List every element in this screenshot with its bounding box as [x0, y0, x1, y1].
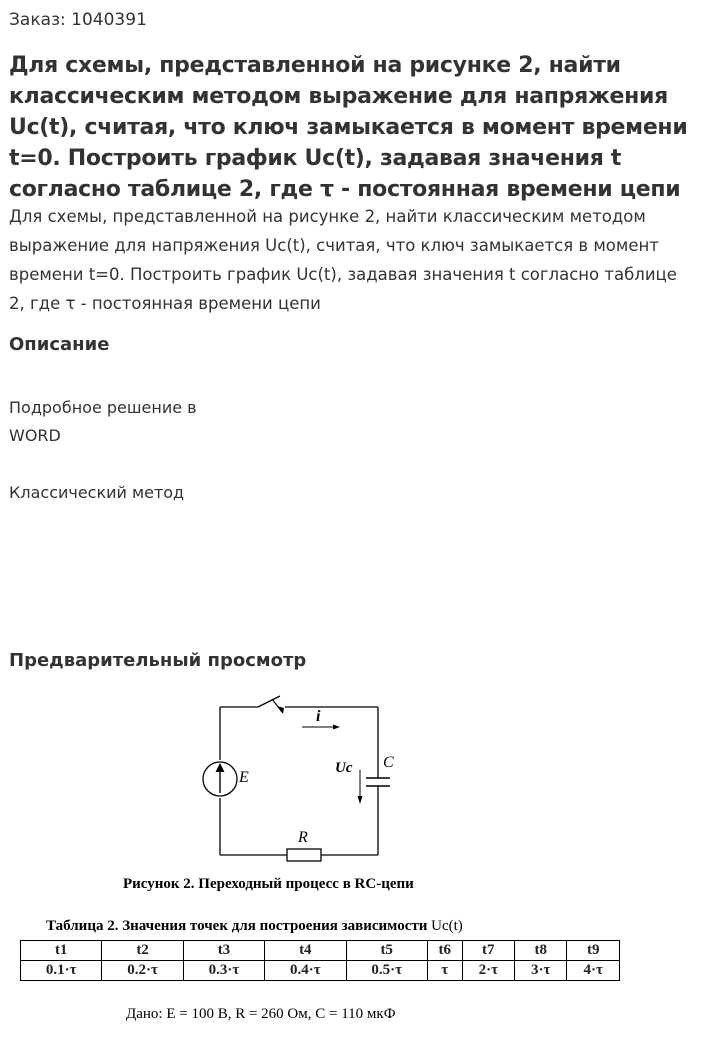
table-header-cell: t4 [265, 941, 346, 961]
table-header-cell: t5 [346, 941, 427, 961]
table-value-cell: 0.4·τ [265, 961, 346, 981]
table-value-cell: 3·τ [515, 961, 567, 981]
table-header-cell: t1 [21, 941, 102, 961]
order-number: Заказ: 1040391 [9, 10, 147, 30]
table-caption-function: Uc(t) [431, 918, 463, 934]
time-points-table [20, 940, 620, 981]
preview-heading: Предварительный просмотр [9, 650, 307, 671]
detail-line-1: Подробное решение в [9, 398, 197, 417]
table-caption [46, 918, 463, 935]
table-value-cell: 4·τ [567, 961, 620, 981]
table-header-cell: t6 [427, 941, 462, 961]
figure-caption: Рисунок 2. Переходный процесс в RC-цепи [123, 876, 414, 892]
table-value-cell: 0.1·τ [21, 961, 102, 981]
capacitor-label: C [383, 754, 394, 771]
resistor-label: R [298, 829, 308, 846]
table-header-cell: t3 [183, 941, 264, 961]
task-description: Для схемы, представленной на рисунке 2, найти классическим методом выражение для напряжения Uc(t), считая, что ключ замыкается в момент времени t=0. Построить график Uc(t), задавая значения t согласно таблице 2, где τ - постоянная времени цепи [9, 207, 677, 313]
description-heading: Описание [9, 334, 110, 355]
source-label: E [239, 769, 249, 786]
table-header-cell: t9 [567, 941, 620, 961]
given-values: Дано: E = 100 В, R = 260 Ом, C = 110 мкФ [126, 1006, 396, 1022]
table-value-cell: 0.3·τ [183, 961, 264, 981]
table-header-cell: t8 [515, 941, 567, 961]
circuit-diagram [0, 690, 701, 1039]
detail-line-2: WORD [9, 426, 61, 445]
page-title: Для схемы, представленной на рисунке 2, найти классическим методом выражение для напряжения Uc(t), считая, что ключ замыкается в момент времени t=0. Построить график Uc(t), задавая значения t согласно таблице 2, где τ - постоянная времени цепи [9, 53, 688, 202]
capacitor-icon [366, 778, 390, 786]
method-text: Классический метод [9, 483, 185, 502]
table-header-cell: t7 [462, 941, 514, 961]
table-value-row [21, 961, 620, 981]
table-value-cell: 2·τ [462, 961, 514, 981]
table-value-cell: τ [427, 961, 462, 981]
table-header-cell: t2 [102, 941, 183, 961]
table-header-row [21, 941, 620, 961]
current-label: i [316, 708, 321, 725]
resistor-icon [287, 849, 321, 861]
table-value-cell: 0.2·τ [102, 961, 183, 981]
voltage-label: Uc [335, 760, 353, 776]
table-value-cell: 0.5·τ [346, 961, 427, 981]
table-caption-text: Таблица 2. Значения точек для построения зависимости [46, 918, 428, 934]
